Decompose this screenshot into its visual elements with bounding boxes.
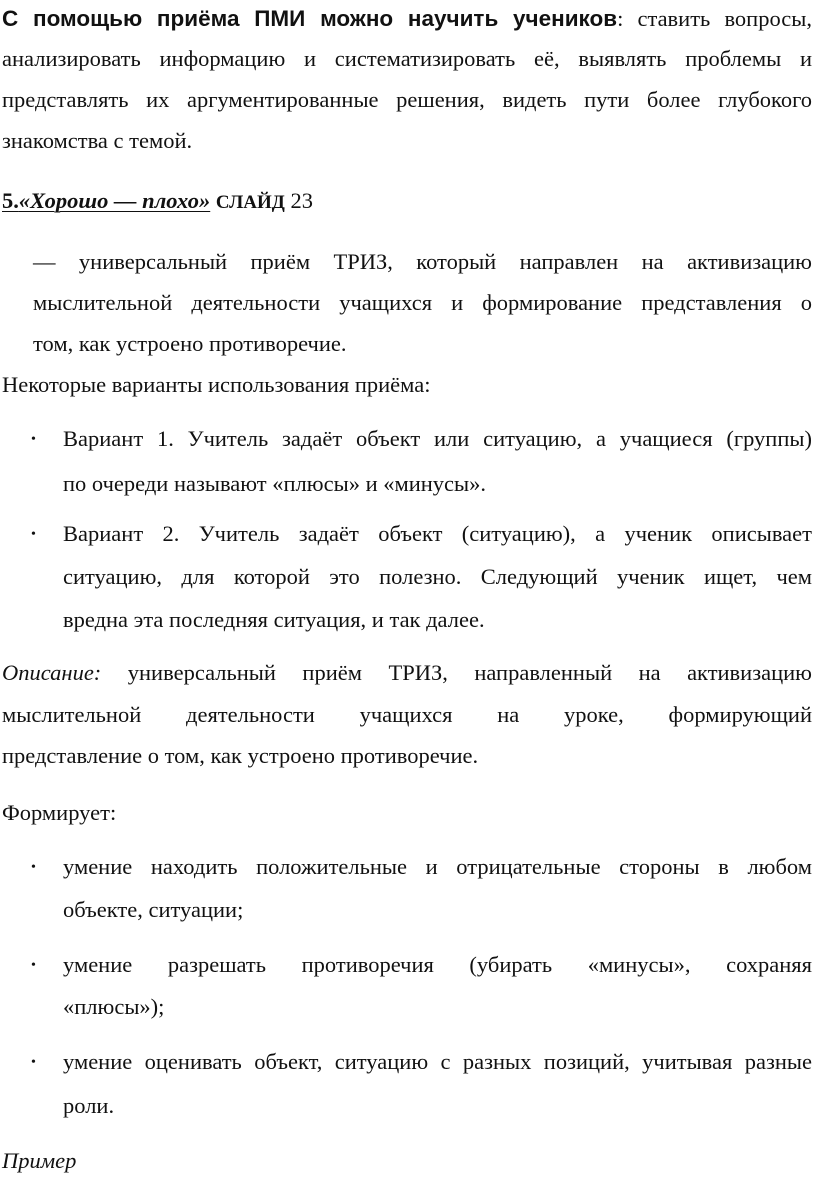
intro-lead-bold: С помощью приёма ПМИ можно научить учеников	[2, 6, 618, 31]
forms-3-line-2: роли.	[63, 1093, 115, 1118]
variant-1-line-2: по очереди называют «плюсы» и «минусы».	[63, 471, 487, 496]
forms-1-bullet: •	[31, 860, 36, 875]
description-line-3: представление о том, как устроено противоречие.	[2, 743, 479, 768]
definition-line-2: мыслительной деятельности учащихся и формирование представления о	[33, 290, 812, 315]
forms-2-line-2: «плюсы»);	[63, 994, 165, 1019]
forms-3-line-1: умение оценивать объект, ситуацию с разных позиций, учитывая разные	[63, 1049, 812, 1074]
intro-line-4: знакомства с темой.	[2, 128, 193, 153]
variant-1-line-1: Вариант 1. Учитель задаёт объект или ситуацию, а учащиеся (группы)	[63, 426, 812, 451]
forms-2-line-1: умение разрешать противоречия (убирать «минусы», сохраняя	[63, 952, 812, 977]
intro-line-3: представлять их аргументированные решения, видеть пути более глубокого	[2, 87, 812, 112]
variant-1-bullet: •	[31, 432, 36, 447]
definition-line-3: том, как устроено противоречие.	[33, 331, 347, 356]
forms-1-line-2: объекте, ситуации;	[63, 897, 244, 922]
forms-2-bullet: •	[31, 958, 36, 973]
description-line-1-rest: универсальный приём ТРИЗ, направленный на активизацию	[101, 660, 812, 685]
variants-intro: Некоторые варианты использования приёма:	[2, 372, 431, 397]
slide-label: СЛАЙД	[215, 192, 285, 213]
variant-2-line-1: Вариант 2. Учитель задаёт объект (ситуацию), а ученик описывает	[63, 521, 812, 546]
variant-2-line-3: вредна эта последняя ситуация, и так далее.	[63, 607, 485, 632]
forms-1-line-1: умение находить положительные и отрицательные стороны в любом	[63, 854, 812, 879]
definition-line-1: — универсальный приём ТРИЗ, который направлен на активизацию	[33, 249, 812, 274]
variant-2-bullet: •	[31, 527, 36, 542]
example-label: Пример	[2, 1148, 77, 1173]
intro-line-2: анализировать информацию и систематизировать её, выявлять проблемы и	[2, 46, 812, 71]
description-line-2: мыслительной деятельности учащихся на уроке, формирующий	[2, 702, 812, 727]
intro-line-1	[2, 8, 812, 31]
section-heading	[2, 190, 313, 213]
forms-label: Формирует:	[2, 800, 117, 825]
section-title: «Хорошо — плохо»	[18, 188, 211, 213]
section-number: 5.	[2, 188, 19, 213]
forms-3-bullet: •	[31, 1055, 36, 1070]
description-line-1	[2, 662, 812, 685]
slide-number: 23	[290, 188, 313, 213]
description-label: Описание:	[2, 660, 102, 685]
intro-lead-rest: : ставить вопросы,	[617, 6, 812, 31]
variant-2-line-2: ситуацию, для которой это полезно. Следующий ученик ищет, чем	[63, 564, 812, 589]
